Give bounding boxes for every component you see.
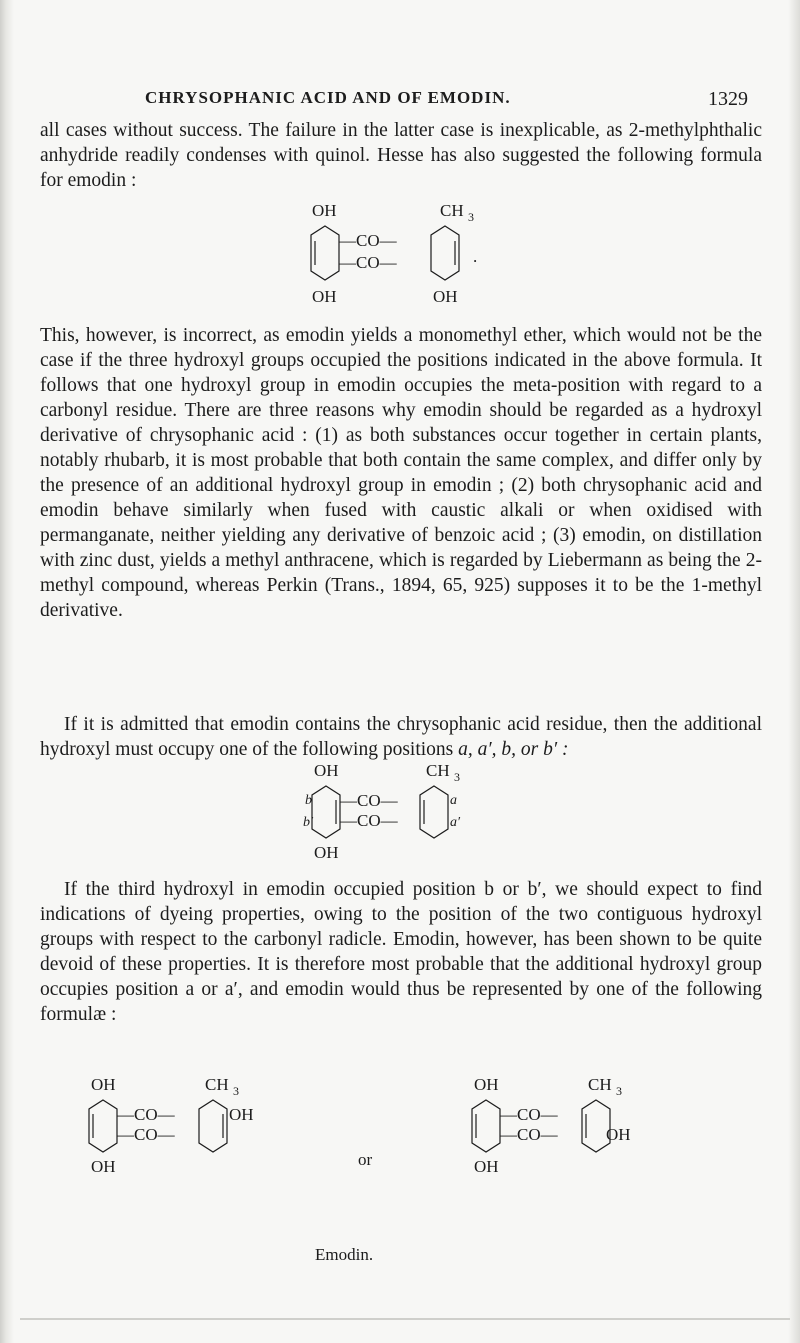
hesse-bottom-right-oh: OH	[433, 287, 458, 306]
page-number: 1329	[708, 88, 748, 110]
positions-bridge-bottom: —CO—	[340, 811, 398, 830]
emodin2-top-left-oh: OH	[474, 1075, 499, 1094]
header-title: CHRYSOPHANIC ACID AND OF EMODIN.	[145, 88, 511, 107]
positions-top-right-sub: 3	[454, 770, 460, 784]
positions-bridge-top: —CO—	[340, 791, 398, 810]
hesse-top-right-ch: CH	[440, 201, 464, 220]
emodin2-bottom-left-oh: OH	[474, 1157, 499, 1176]
emodin1-bottom-left-oh: OH	[91, 1157, 116, 1176]
positions-left-ring	[312, 786, 340, 838]
formula-emodin-1	[85, 1072, 305, 1182]
emodin2-top-right-sub: 3	[616, 1084, 622, 1098]
emodin2-bridge-top: —CO—	[500, 1105, 558, 1124]
paragraph-3-text: If it is admitted that emodin contains the chrysophanic acid residue, then the additional hydroxyl must occupy one of the following positions	[40, 714, 762, 760]
emodin1-bridge-top: —CO—	[117, 1105, 175, 1124]
hesse-bottom-left-oh: OH	[312, 287, 337, 306]
formula-positions-svg	[303, 758, 508, 868]
hesse-right-ring	[431, 226, 459, 280]
emodin2-top-right-ch: CH	[588, 1075, 612, 1094]
positions-label-b: b	[305, 793, 312, 808]
hesse-top-left-oh: OH	[312, 201, 337, 220]
formula-caption: Emodin.	[315, 1245, 374, 1264]
positions-right-ring	[420, 786, 448, 838]
formula-positions	[303, 758, 508, 868]
hesse-left-ring	[311, 226, 339, 280]
emodin1-top-right-ch: CH	[205, 1075, 229, 1094]
page-bottom-rule	[20, 1318, 790, 1320]
paragraph-3-positions: a, a′, b, or b′ :	[458, 739, 569, 760]
emodin1-bridge-bottom: —CO—	[117, 1125, 175, 1144]
page-binding-edge	[0, 0, 14, 1343]
formula-hesse-svg	[305, 198, 505, 316]
positions-label-a: a	[450, 793, 457, 808]
emodin1-top-right-sub: 3	[233, 1084, 239, 1098]
running-header	[145, 88, 748, 111]
formula-emodin-1-svg	[85, 1072, 305, 1182]
emodin2-bridge-bottom: —CO—	[500, 1125, 558, 1144]
formula-emodin-2-svg	[468, 1072, 688, 1182]
positions-label-b-prime: b′	[303, 815, 314, 830]
emodin2-right-oh: OH	[606, 1125, 631, 1144]
paragraph-2: This, however, is incorrect, as emodin yields a monomethyl ether, which would not be the case if the three hydroxyl groups occupied the positions indicated in the above formula. It follows that one hydroxyl group in emodin occupies the meta-position with regard to a carbonyl residue. There are three reasons why emodin should be regarded as a hydroxyl derivative of chrysophanic acid : (1) as both substances occur together in certain plants, notably rhubarb, it is most probable that both contain the same complex, and differ only by the presence of an additional hydroxyl group in emodin ; (2) both chrysophanic acid and emodin behave similarly when fused with caustic alkali or when oxidised with permanganate, neither yielding any derivative of benzoic acid ; (3) emodin, on distillation with zinc dust, yields a methyl anthracene, which is regarded by Liebermann as being the 2-methyl compound, whereas Perkin (Trans., 1894, 65, 925) supposes it to be the 1-methyl derivative.	[40, 325, 762, 621]
hesse-top-right-sub: 3	[468, 210, 474, 224]
formula-emodin-2	[468, 1072, 688, 1182]
positions-top-left-oh: OH	[314, 761, 339, 780]
hesse-terminal-dot: .	[473, 247, 478, 266]
emodin1-right-ring	[199, 1100, 227, 1152]
paragraph-1: all cases without success. The failure in the latter case is inexplicable, as 2-methylphthalic anhydride readily condenses with quinol. Hesse has also suggested the following formula for emodin :	[40, 120, 762, 191]
hesse-bridge-bottom: —CO—	[339, 253, 397, 272]
emodin1-left-ring	[89, 1100, 117, 1152]
or-label: or	[358, 1150, 373, 1169]
positions-top-right-ch: CH	[426, 761, 450, 780]
positions-bottom-left-oh: OH	[314, 843, 339, 862]
positions-label-a-prime: a′	[450, 815, 461, 830]
paragraph-4: If the third hydroxyl in emodin occupied position b or b′, we should expect to find indications of dyeing properties, owing to the position of the two contiguous hydroxyl groups with respect to the carbonyl radicle. Emodin, however, has been shown to be quite devoid of these properties. It is therefore most probable that the additional hydroxyl group occupies position a or a′, and emodin would thus be represented by one of the following formulæ :	[40, 879, 762, 1025]
page-right-edge	[788, 0, 800, 1343]
formula-hesse	[305, 198, 505, 316]
hesse-bridge-top: —CO—	[339, 231, 397, 250]
emodin1-right-oh: OH	[229, 1105, 254, 1124]
emodin2-left-ring	[472, 1100, 500, 1152]
paragraph-3	[40, 712, 762, 762]
emodin1-top-left-oh: OH	[91, 1075, 116, 1094]
